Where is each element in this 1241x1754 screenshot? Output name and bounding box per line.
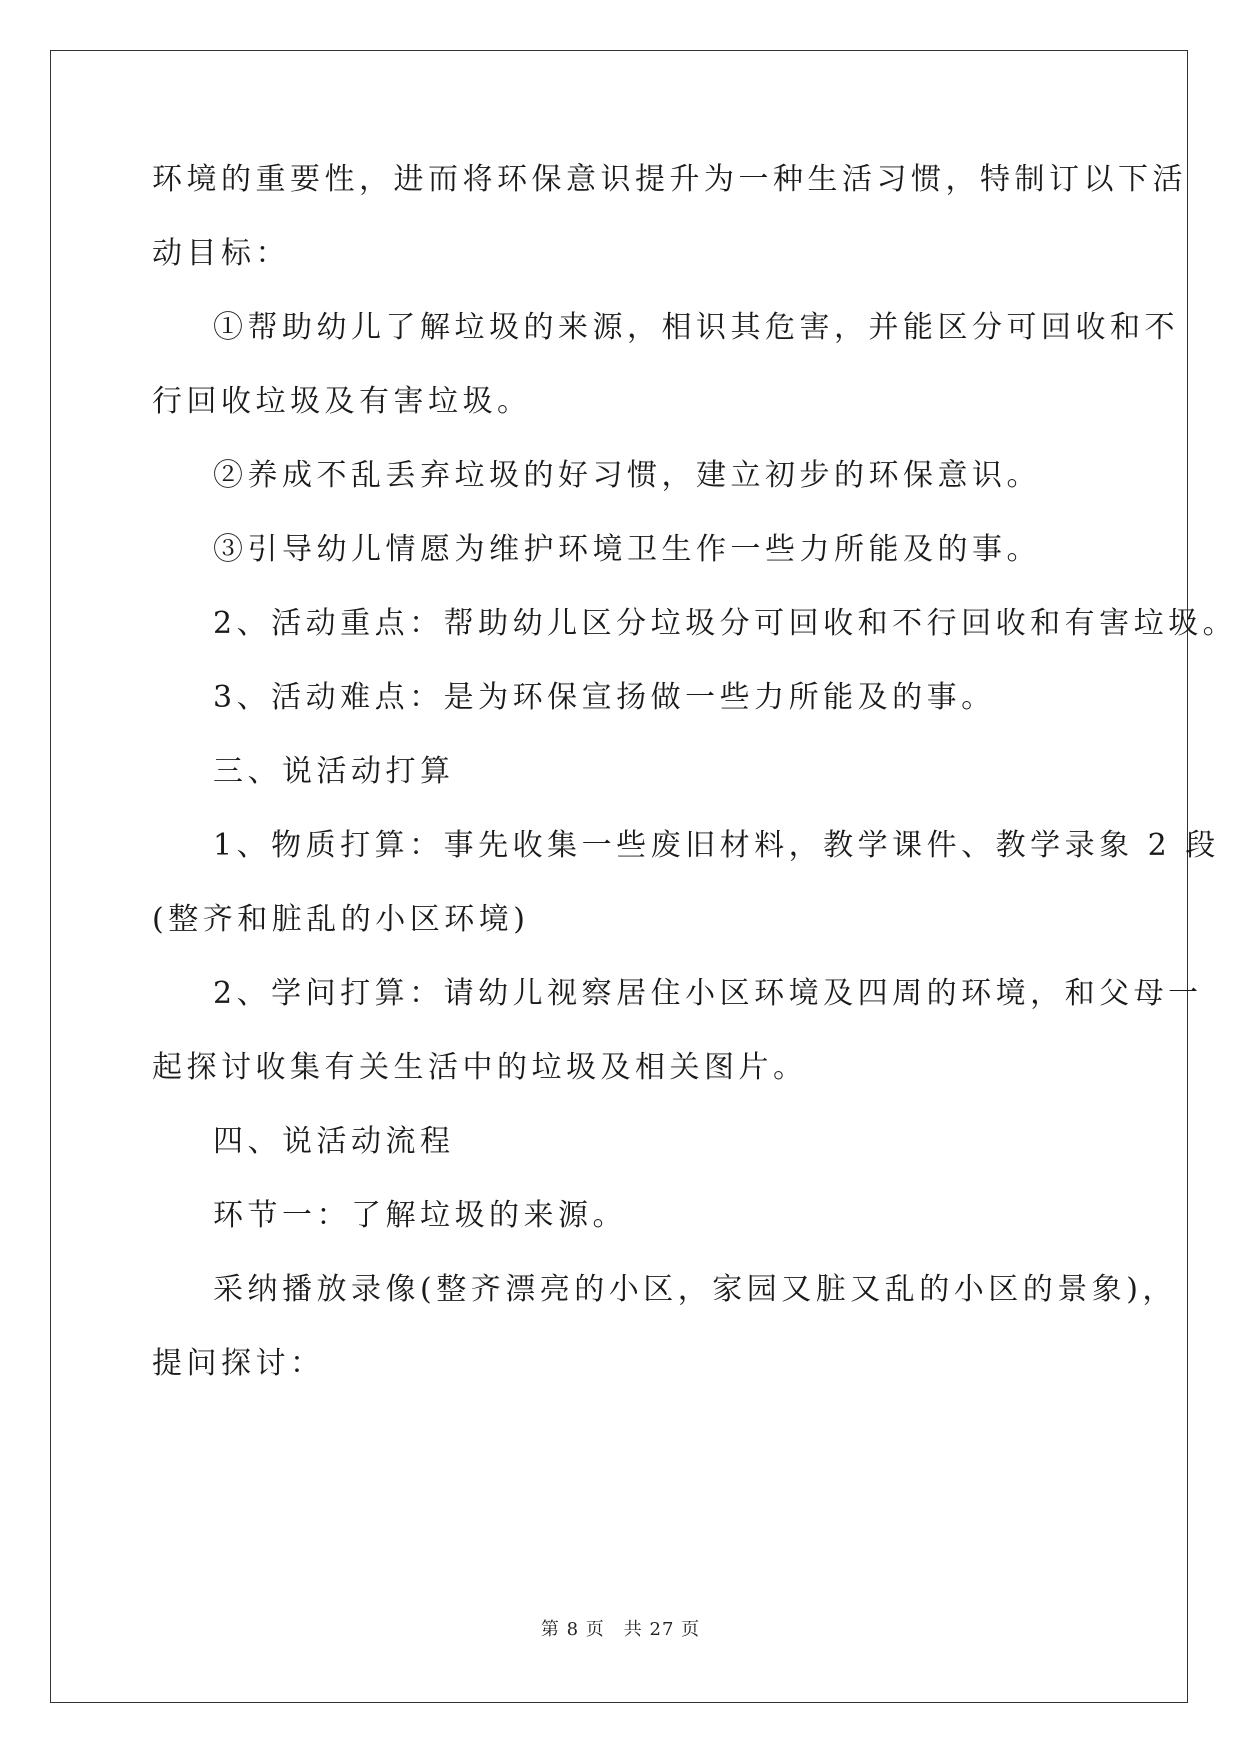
- paragraph-line: 起探讨收集有关生活中的垃圾及相关图片。: [152, 1050, 808, 1085]
- paragraph-line: 采纳播放录像(整齐漂亮的小区，家园又脏又乱的小区的景象)，: [213, 1272, 1177, 1307]
- material-preparation: 1、物质打算：事先收集一些废旧材料，教学课件、教学录象 2 段: [213, 828, 1220, 863]
- step-heading: 环节一：了解垃圾的来源。: [213, 1198, 627, 1233]
- section-heading: 四、说活动流程: [213, 1124, 455, 1159]
- paragraph-line: 行回收垃圾及有害垃圾。: [152, 384, 532, 419]
- activity-difficulty: 3、活动难点：是为环保宣扬做一些力所能及的事。: [213, 680, 996, 715]
- page-border: [50, 50, 1188, 1703]
- goal-item-1: ①帮助幼儿了解垃圾的来源，相识其危害，并能区分可回收和不: [213, 310, 1179, 345]
- paragraph-line: (整齐和脏乱的小区环境): [152, 902, 530, 937]
- paragraph-line: 提问探讨：: [152, 1346, 325, 1381]
- goal-item-2: ②养成不乱丢弃垃圾的好习惯，建立初步的环保意识。: [213, 458, 1041, 493]
- paragraph-line: 动目标：: [152, 236, 290, 271]
- paragraph-line: 环境的重要性，进而将环保意识提升为一种生活习惯，特制订以下活: [152, 162, 1187, 197]
- goal-item-3: ③引导幼儿情愿为维护环境卫生作一些力所能及的事。: [213, 532, 1041, 567]
- page-number: 第 8 页 共 27 页: [540, 1619, 701, 1640]
- activity-key-point: 2、活动重点：帮助幼儿区分垃圾分可回收和不行回收和有害垃圾。: [213, 606, 1238, 641]
- knowledge-preparation: 2、学问打算：请幼儿视察居住小区环境及四周的环境，和父母一: [213, 976, 1203, 1011]
- section-heading: 三、说活动打算: [213, 754, 455, 789]
